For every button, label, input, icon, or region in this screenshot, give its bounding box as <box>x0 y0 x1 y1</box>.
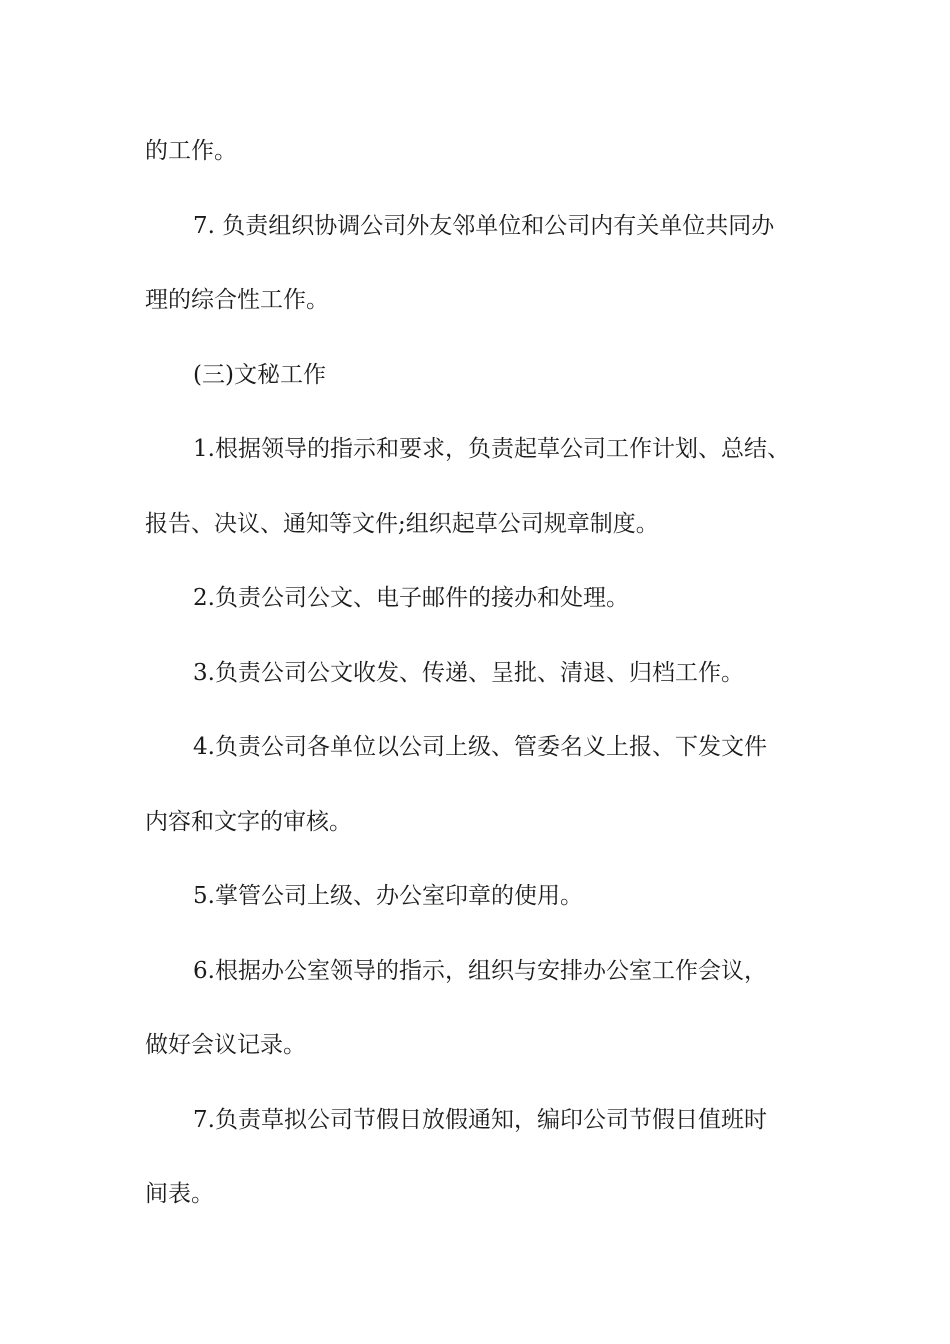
text-line-5: 1.根据领导的指示和要求，负责起草公司工作计划、总结、 <box>193 436 790 462</box>
text-line-15: 间表。 <box>145 1181 214 1207</box>
text-line-12: 6.根据办公室领导的指示，组织与安排办公室工作会议， <box>193 957 767 984</box>
text-line-6: 报告、决议、通知等文件;组织起草公司规章制度。 <box>145 510 659 537</box>
section-heading-secretarial: (三)文秘工作 <box>193 361 326 388</box>
text-line-9: 4.负责公司各单位以公司上级、管委名义上报、下发文件 <box>193 734 767 760</box>
text-line-13: 做好会议记录。 <box>145 1032 306 1058</box>
text-line-1: 的工作。 <box>145 138 237 164</box>
text-line-10: 内容和文字的审核。 <box>145 808 352 835</box>
text-line-11: 5.掌管公司上级、办公室印章的使用。 <box>193 883 583 909</box>
text-line-2: 7. 负责组织协调公司外友邻单位和公司内有关单位共同办 <box>193 212 775 239</box>
text-line-8: 3.负责公司公文收发、传递、呈批、清退、归档工作。 <box>193 659 744 686</box>
text-line-14: 7.负责草拟公司节假日放假通知，编印公司节假日值班时 <box>193 1106 767 1133</box>
text-line-3: 理的综合性工作。 <box>145 287 329 313</box>
text-line-7: 2.负责公司公文、电子邮件的接办和处理。 <box>193 585 629 611</box>
document-body <box>145 114 825 1232</box>
